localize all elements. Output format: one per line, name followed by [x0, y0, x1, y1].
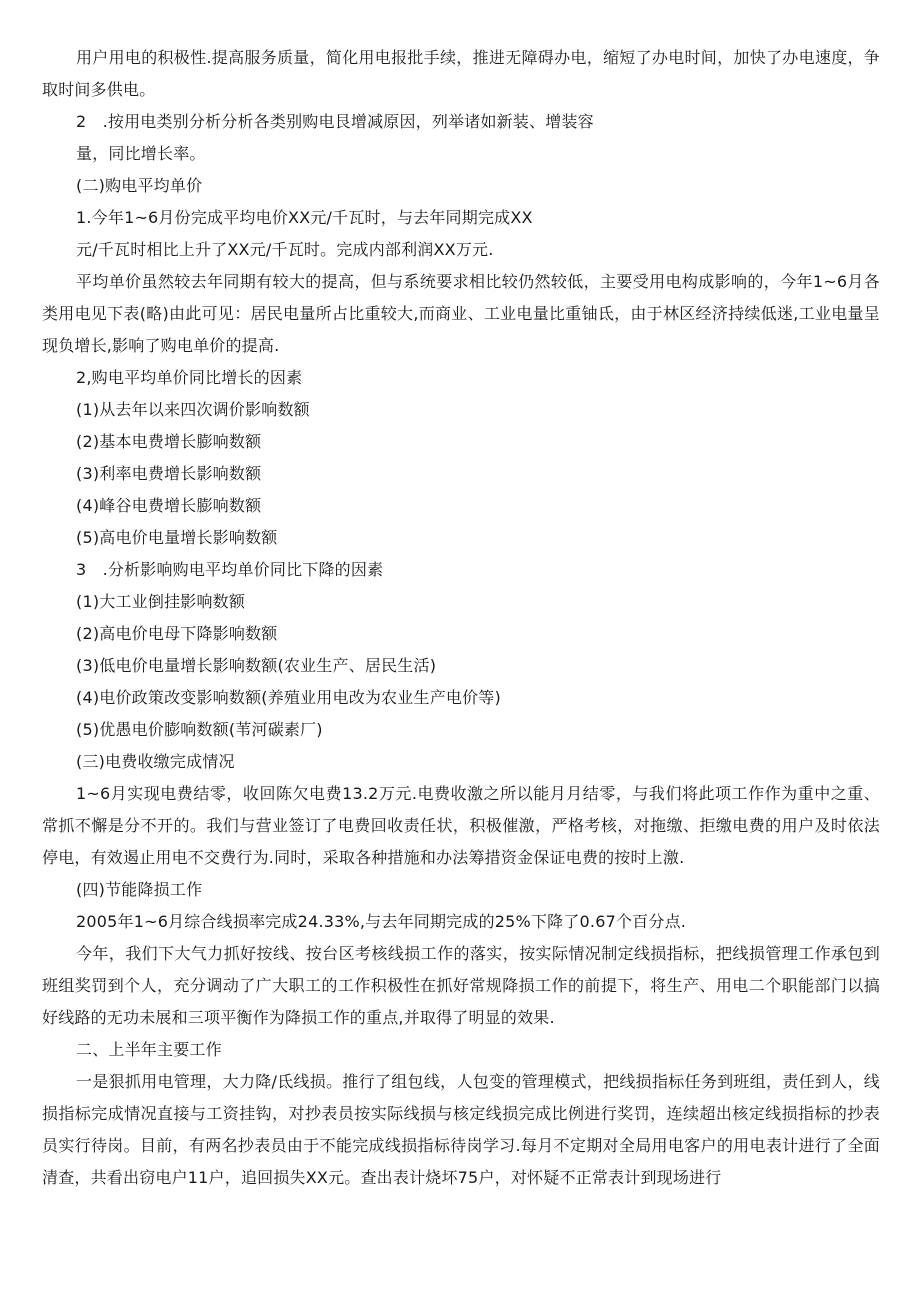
paragraph-23: 2005年1~6月综合线损率完成24.33%,与去年同期完成的25%下降了0.67个百分点. — [76, 912, 687, 931]
paragraph-14: 3 .分析影响购电平均单价同比下降的因素 — [76, 560, 384, 579]
section-heading-4: (四)节能降损工作 — [76, 880, 203, 899]
paragraph-7: 平均单价虽然较去年同期有较大的提高，但与系统要求相比较仍然较低，主要受用电构成影响的，今年1~6月各类用电见下表(略)由此可见：居民电量所占比重较大,而商业、工业电量比重铀氐，由于林区经济持续低迷,工业电量呈现负增长,影响了购电单价的提高. — [42, 272, 880, 355]
list-item-10: (5)优愚电价膨响数额(苇河碳素厂) — [76, 720, 323, 739]
list-item-8: (3)低电价电量增长影响数额(农业生产、居民生活) — [76, 656, 437, 675]
list-item-7: (2)高电价电母下降影响数额 — [76, 624, 278, 643]
paragraph-21: 1~6月实现电费结零，收回陈欠电费13.2万元.电费收激之所以能月月结零，与我们将此项工作作为重中之重、常抓不懈是分不开的。我们与营业签订了电费回收责任状，积极催激，严格考核，对拖缴、拒缴电费的用户及时依法停电，有效遏止用电不交费行为.同时，采取各种措施和办法筹措资金保证电费的按时上激. — [42, 784, 880, 867]
paragraph-1: 用户用电的积极性.提高服务质量，简化用电报批手续，推进无障碍办电，缩短了办电时间，加快了办电速度，争取时间多供电。 — [42, 48, 880, 99]
list-item-1: (1)从去年以来四次调价影响数额 — [76, 400, 310, 419]
list-item-6: (1)大工业倒挂影响数额 — [76, 592, 246, 611]
section-heading-5: 二、上半年主要工作 — [76, 1040, 222, 1059]
list-item-4: (4)峰谷电费增长膨响数额 — [76, 496, 262, 515]
list-item-3: (3)利率电费增长影响数额 — [76, 464, 262, 483]
paragraph-24: 今年，我们下大气力抓好按线、按台区考核线损工作的落实，按实际情况制定线损指标，把线损管理工作承包到班组奖罚到个人，充分调动了广大职工的工作积极性在抓好常规降损工作的前提下，将生产、用电二个职能部门以搞好线路的无功未展和三项平衡作为降损工作的重点,并取得了明显的效果. — [42, 944, 880, 1027]
document-body — [42, 42, 880, 1194]
list-item-2: (2)基本电费增长膨响数额 — [76, 432, 262, 451]
paragraph-8: 2,购电平均单价同比增长的因素 — [76, 368, 303, 387]
section-heading-3: (三)电费收缴完成情况 — [76, 752, 235, 771]
paragraph-5: 1.今年1~6月份完成平均电价XX元/千瓦时，与去年同期完成XX — [76, 208, 533, 227]
paragraph-3: 量，同比增长率。 — [76, 144, 206, 163]
section-heading-2: (二)购电平均单价 — [76, 176, 203, 195]
paragraph-6: 元/千瓦时相比上升了XX元/千瓦时。完成内部利润XX万元. — [76, 240, 494, 259]
paragraph-2: 2 .按用电类别分析分析各类别购电艮增减原因，列举诸如新装、增装容 — [76, 112, 594, 131]
paragraph-26: 一是狠抓用电管理，大力降/氐线损。推行了组包线，人包变的管理模式，把线损指标任务到班组，责任到人，线损指标完成情况直接与工资挂钩，对抄表员按实际线损与核定线损完成比例进行奖罚，连续超出核定线损指标的抄表员实行待岗。目前，有两名抄表员由于不能完成线损指标待岗学习.每月不定期对全局用电客户的用电表计进行了全面清查，共看出窃电户11户，追回损失XX元。查出表计烧坏75户，对怀疑不正常表计到现场进行 — [42, 1072, 880, 1187]
list-item-9: (4)电价政策改变影响数额(养殖业用电改为农业生产电价等) — [76, 688, 501, 707]
list-item-5: (5)高电价电量增长影响数额 — [76, 528, 278, 547]
